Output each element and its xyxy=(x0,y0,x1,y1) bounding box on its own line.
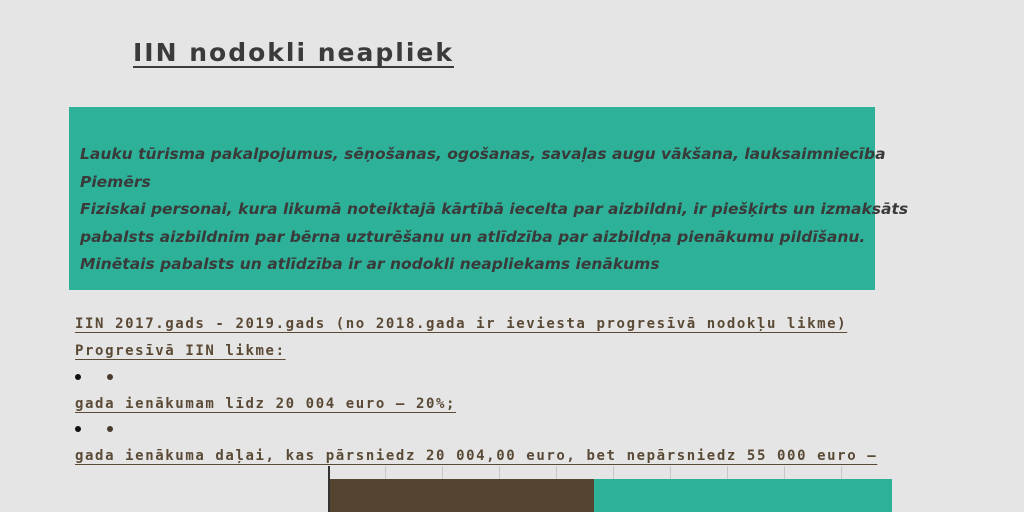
bullet-dot xyxy=(107,426,113,432)
section-heading-link[interactable]: IIN 2017.gads - 2019.gads (no 2018.gada ir ieviesta progresīvā nodokļu likme) xyxy=(75,316,848,332)
bullet-dot xyxy=(75,374,81,380)
bar-chart-fragment xyxy=(328,466,894,512)
bullet-dot xyxy=(107,374,113,380)
section-subheading-link[interactable]: Progresīvā IIN likme: xyxy=(75,343,286,359)
highlight-line: pabalsts aizbildnim par bērna uzturēšanu un atlīdzība par aizbildņa pienākumu pildīšanu. xyxy=(80,227,866,246)
chart-bar-teal xyxy=(594,479,892,512)
highlight-line: Minētais pabalsts un atlīdzība ir ar nodokli neapliekams ienākums xyxy=(80,255,660,273)
highlight-line: Piemērs xyxy=(80,172,151,191)
list-item-link[interactable]: gada ienākumam līdz 20 004 euro – 20%; xyxy=(75,396,457,412)
bullet-marker xyxy=(75,421,113,437)
highlight-line: Lauku tūrisma pakalpojumus, sēņošanas, ogošanas, savaļas augu vākšana, lauksaimniecība xyxy=(80,145,886,163)
highlight-line: Fiziskai personai, kura likumā noteiktajā kārtībā iecelta par aizbildni, ir piešķirts un izmaksāts xyxy=(80,200,909,218)
list-item-link[interactable]: gada ienākuma daļai, kas pārsniedz 20 004,00 euro, bet nepārsniedz 55 000 euro – xyxy=(75,448,878,464)
page-title: IIN nodokli neapliek xyxy=(133,38,454,67)
chart-bar-brown xyxy=(330,479,594,512)
highlight-text xyxy=(80,141,909,279)
bullet-marker xyxy=(75,369,113,385)
bullet-dot xyxy=(75,426,81,432)
